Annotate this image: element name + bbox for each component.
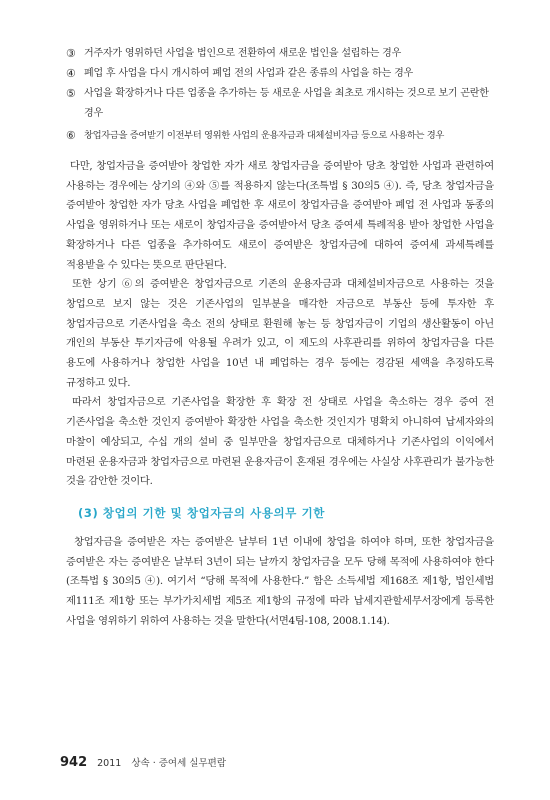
paragraph: 창업자금을 증여받은 자는 증여받은 날부터 1년 이내에 창업을 하여야 하며, 또한 창업자금을 증여받은 자는 증여받은 날부터 3년이 되는 날까지 창업자금을 모두 당해 목적에 사용하여야 한다(조특법 § 30의5 ④). 여기서 “당해 목적에 사용한다.” 함은 소득세법 제168조 제1항, 법인세법 제111조 제1항 또는 부가가치세법 제5조 제1항의 규정에 따라 납세지관할세무서장에게 등록한 사업을 영위하기 위하여 사용하는 것을 말한다(서면4팀-108, 2008.1.14). [66, 536, 494, 627]
section-body [66, 533, 494, 632]
paragraph: 따라서 창업자금으로 기존사업을 확장한 후 확장 전 상태로 사업을 축소하는 경우 증여 전 기존사업을 축소한 것인지 증여받아 확장한 사업을 축소한 것인지가 명확치 아니하여 납세자와의 마찰이 예상되고, 수십 개의 설비 중 일부만을 창업자금으로 대체하거나 기존사업의 이익에서 마련된 운용자금과 창업자금으로 마련된 운용자금이 혼재된 경우에는 사실상 사후관리가 불가능한 것을 감안한 것이다. [66, 396, 494, 488]
page-footer [60, 755, 226, 770]
footer-book-title: 상속 · 증여세 실무편람 [131, 758, 227, 769]
list-item-number: ⑥ [66, 129, 76, 142]
paragraph: 또한 상기 ⑥의 증여받은 창업자금으로 기존의 운용자금과 대체설비자금으로 사용하는 것을 창업으로 보지 않는 것은 기존사업의 일부분을 매각한 자금으로 부동산 등에 투자한 후 창업자금으로 기존사업을 축소 전의 상태로 환원해 놓는 등 창업자금이 기업의 생산활동이 아닌 개인의 부동산 투기자금에 악용될 우려가 있고, 이 제도의 사후관리를 위하여 창업자금을 다른 용도에 사용하거나 창업한 사업을 10년 내 폐업하는 경우 등에는 경감된 세액을 추징하도록 규정하고 있다. [66, 278, 494, 389]
main-body [66, 157, 494, 492]
list-item-text: 창업자금을 증여받기 이전부터 영위한 사업의 운용자금과 대체설비자금 등으로 사용하는 경우 [84, 130, 445, 141]
footer-year: 2011 [97, 758, 122, 769]
paragraph: 다만, 창업자금을 증여받아 창업한 자가 새로 창업자금을 증여받아 당초 창업한 사업과 관련하여 사용하는 경우에는 상기의 ④와 ⑤를 적용하지 않는다(조특법 § 30의5 ④). 즉, 당초 창업자금을 증여받아 창업한 자가 당초 사업을 폐업한 후 새로이 창업자금을 증여받아 폐업 전 사업과 동종의 사업을 영위하거나 또는 새로이 창업자금을 증여받아서 당초 증여세 특례적용 받아 창업한 사업을 확장하거나 다른 업종을 추가하여도 새로이 증여받은 창업자금에 대하여 증여세 과세특례를 적용받을 수 있다는 뜻으로 판단된다. [66, 160, 494, 271]
list-item-number: ⑤ [66, 87, 76, 100]
page-number: 942 [60, 755, 88, 770]
list-item-number: ③ [66, 47, 76, 60]
list-item-text: 사업을 확장하거나 다른 업종을 추가하는 등 새로운 사업을 최초로 개시하는 것으로 보기 곤란한 경우 [84, 88, 489, 119]
list-item [66, 44, 506, 64]
list-item [66, 64, 506, 84]
list-item-text: 거주자가 영위하던 사업을 법인으로 전환하여 새로운 법인을 설립하는 경우 [84, 48, 402, 59]
condition-list [66, 44, 506, 146]
list-item-number: ④ [66, 67, 76, 80]
list-item [66, 126, 506, 146]
list-item-text: 폐업 후 사업을 다시 개시하여 폐업 전의 사업과 같은 종류의 사업을 하는 경우 [84, 68, 414, 79]
section-heading: (3) 창업의 기한 및 창업자금의 사용의무 기한 [78, 506, 325, 520]
list-item [66, 84, 506, 124]
